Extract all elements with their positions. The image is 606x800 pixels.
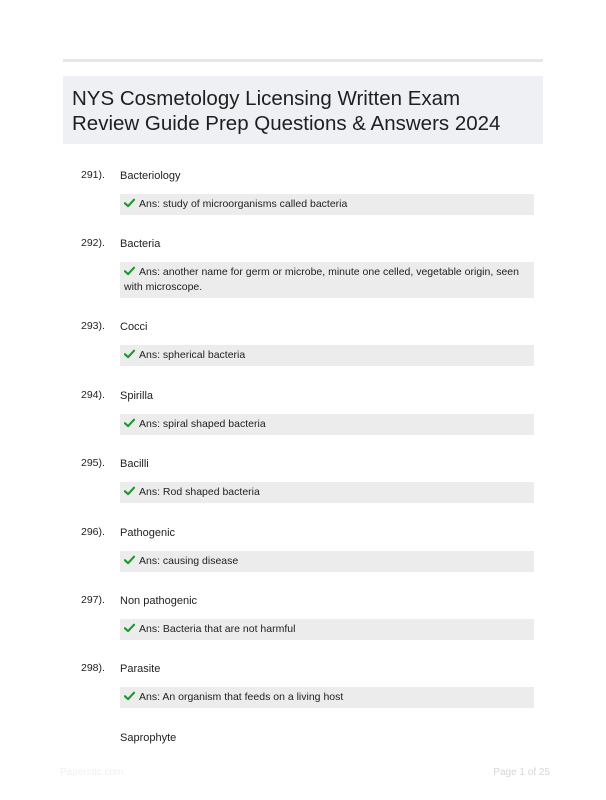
answer-text: Ans: spiral shaped bacteria — [139, 418, 266, 430]
document-title — [63, 76, 543, 144]
question-number: 291). — [81, 169, 105, 181]
page-number: Page 1 of 25 — [493, 767, 550, 778]
answer-text: Ans: spherical bacteria — [139, 349, 246, 361]
question-term: Cocci — [120, 321, 148, 333]
answer-box — [120, 194, 534, 215]
question-term: Saprophyte — [120, 732, 177, 744]
question-number: 295). — [81, 457, 105, 469]
answer-box — [120, 687, 534, 708]
check-icon — [124, 555, 135, 565]
answer-box — [120, 551, 534, 572]
answer-box — [120, 262, 534, 298]
answer-text: Ans: Bacteria that are not harmful — [139, 623, 296, 635]
top-divider — [63, 59, 543, 62]
question-term: Bacteriology — [120, 170, 181, 182]
question-number: 297). — [81, 594, 105, 606]
title-line-2: Review Guide Prep Questions & Answers 2024 — [72, 112, 501, 135]
check-icon — [124, 418, 135, 428]
check-icon — [124, 623, 135, 633]
footer-site-watermark: Paperstic.com — [60, 767, 124, 778]
check-icon — [124, 198, 135, 208]
check-icon — [124, 349, 135, 359]
question-number: 292). — [81, 237, 105, 249]
answer-box — [120, 414, 534, 435]
question-number: 296). — [81, 526, 105, 538]
check-icon — [124, 691, 135, 701]
question-term: Bacteria — [120, 238, 161, 250]
answer-text: Ans: study of microorganisms called bacteria — [139, 198, 348, 210]
question-term: Pathogenic — [120, 527, 176, 539]
title-line-1: NYS Cosmetology Licensing Written Exam — [72, 87, 461, 110]
question-term: Spirilla — [120, 390, 154, 402]
check-icon — [124, 486, 135, 496]
question-term: Bacilli — [120, 458, 149, 470]
answer-box — [120, 345, 534, 366]
question-term: Parasite — [120, 663, 161, 675]
answer-box — [120, 619, 534, 640]
answer-text: Ans: An organism that feeds on a living host — [139, 691, 344, 703]
check-icon — [124, 266, 135, 276]
question-number: 293). — [81, 320, 105, 332]
question-term: Non pathogenic — [120, 595, 198, 607]
answer-text: Ans: causing disease — [139, 555, 239, 567]
question-number: 298). — [81, 662, 105, 674]
answer-box — [120, 482, 534, 503]
answer-text: Ans: Rod shaped bacteria — [139, 486, 260, 498]
question-number: 294). — [81, 389, 105, 401]
answer-text: Ans: another name for germ or microbe, minute one celled, vegetable origin, seen with microscope. — [124, 266, 519, 293]
